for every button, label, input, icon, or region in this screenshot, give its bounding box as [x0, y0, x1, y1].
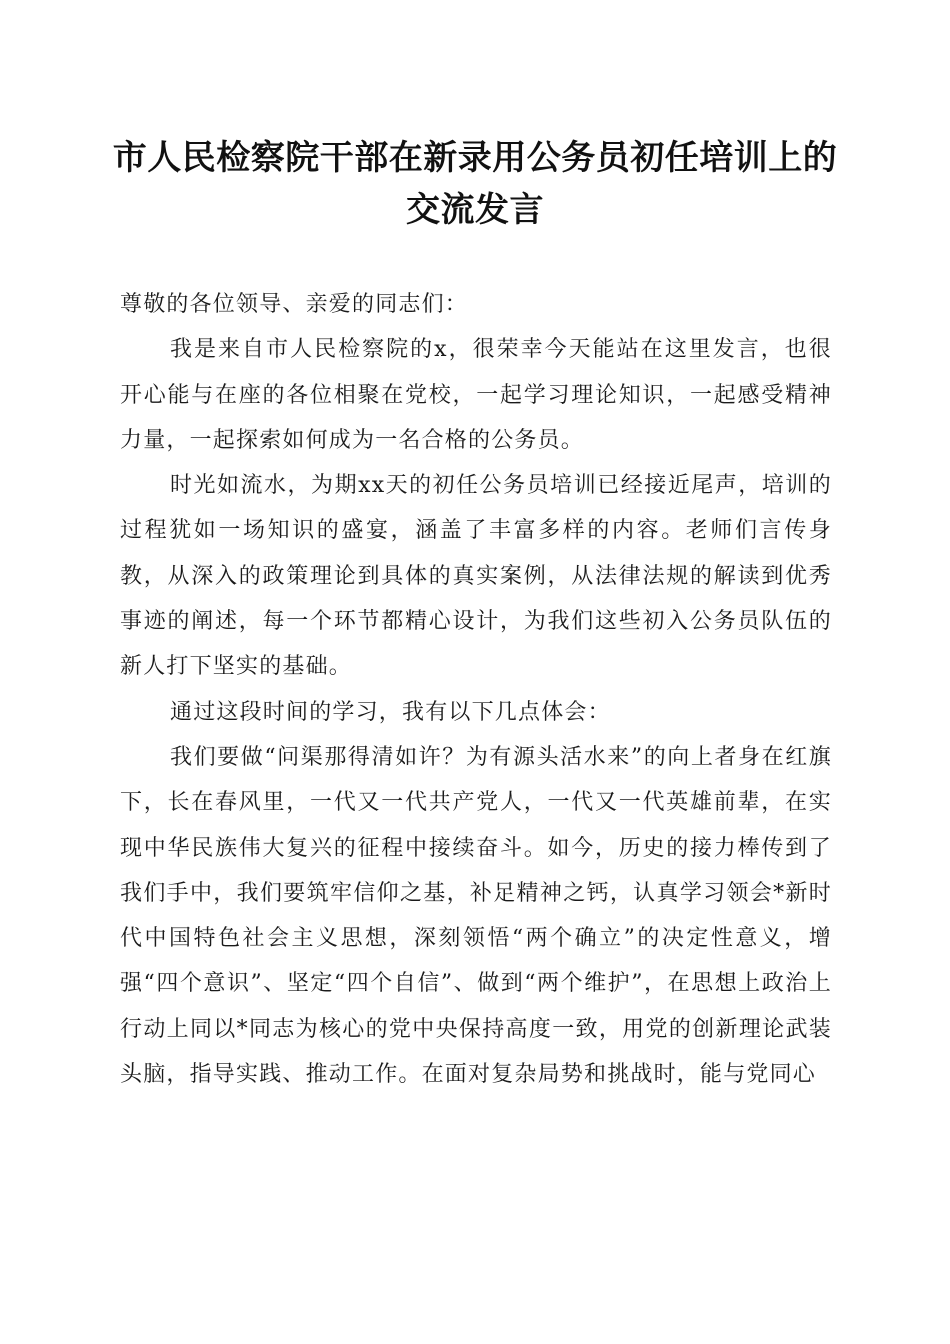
- document-body: [120, 282, 832, 1097]
- salutation: 尊敬的各位领导、亲爱的同志们：: [120, 292, 469, 317]
- paragraph-2: 时光如流水，为期xx天的初任公务员培训已经接近尾声，培训的过程犹如一场知识的盛宴，涵盖了丰富多样的内容。老师们言传身教，从深入的政策理论到具体的真实案例，从法律法规的解读到优秀事迹的阐述，每一个环节都精心设计，为我们这些初入公务员队伍的新人打下坚实的基础。: [120, 473, 832, 680]
- paragraph-1: 我是来自市人民检察院的x，很荣幸今天能站在这里发言，也很开心能与在座的各位相聚在党校，一起学习理论知识，一起感受精神力量，一起探索如何成为一名合格的公务员。: [120, 337, 832, 453]
- paragraph-4: 我们要做“问渠那得清如许？为有源头活水来”的向上者身在红旗下，长在春风里，一代又一代共产党人，一代又一代英雄前辈，在实现中华民族伟大复兴的征程中接续奋斗。如今，历史的接力棒传到了我们手中，我们要筑牢信仰之基，补足精神之钙，认真学习领会*新时代中国特色社会主义思想，深刻领悟“两个确立”的决定性意义，增强“四个意识”、坚定“四个自信”、做到“两个维护”，在思想上政治上行动上同以*同志为核心的党中央保持高度一致，用党的创新理论武装头脑，指导实践、推动工作。在面对复杂局势和挑战时，能与党同心: [120, 744, 832, 1088]
- document-title: 市人民检察院干部在新录用公务员初任培训上的交流发言: [112, 138, 838, 230]
- paragraph-3: 通过这段时间的学习，我有以下几点体会：: [170, 699, 611, 725]
